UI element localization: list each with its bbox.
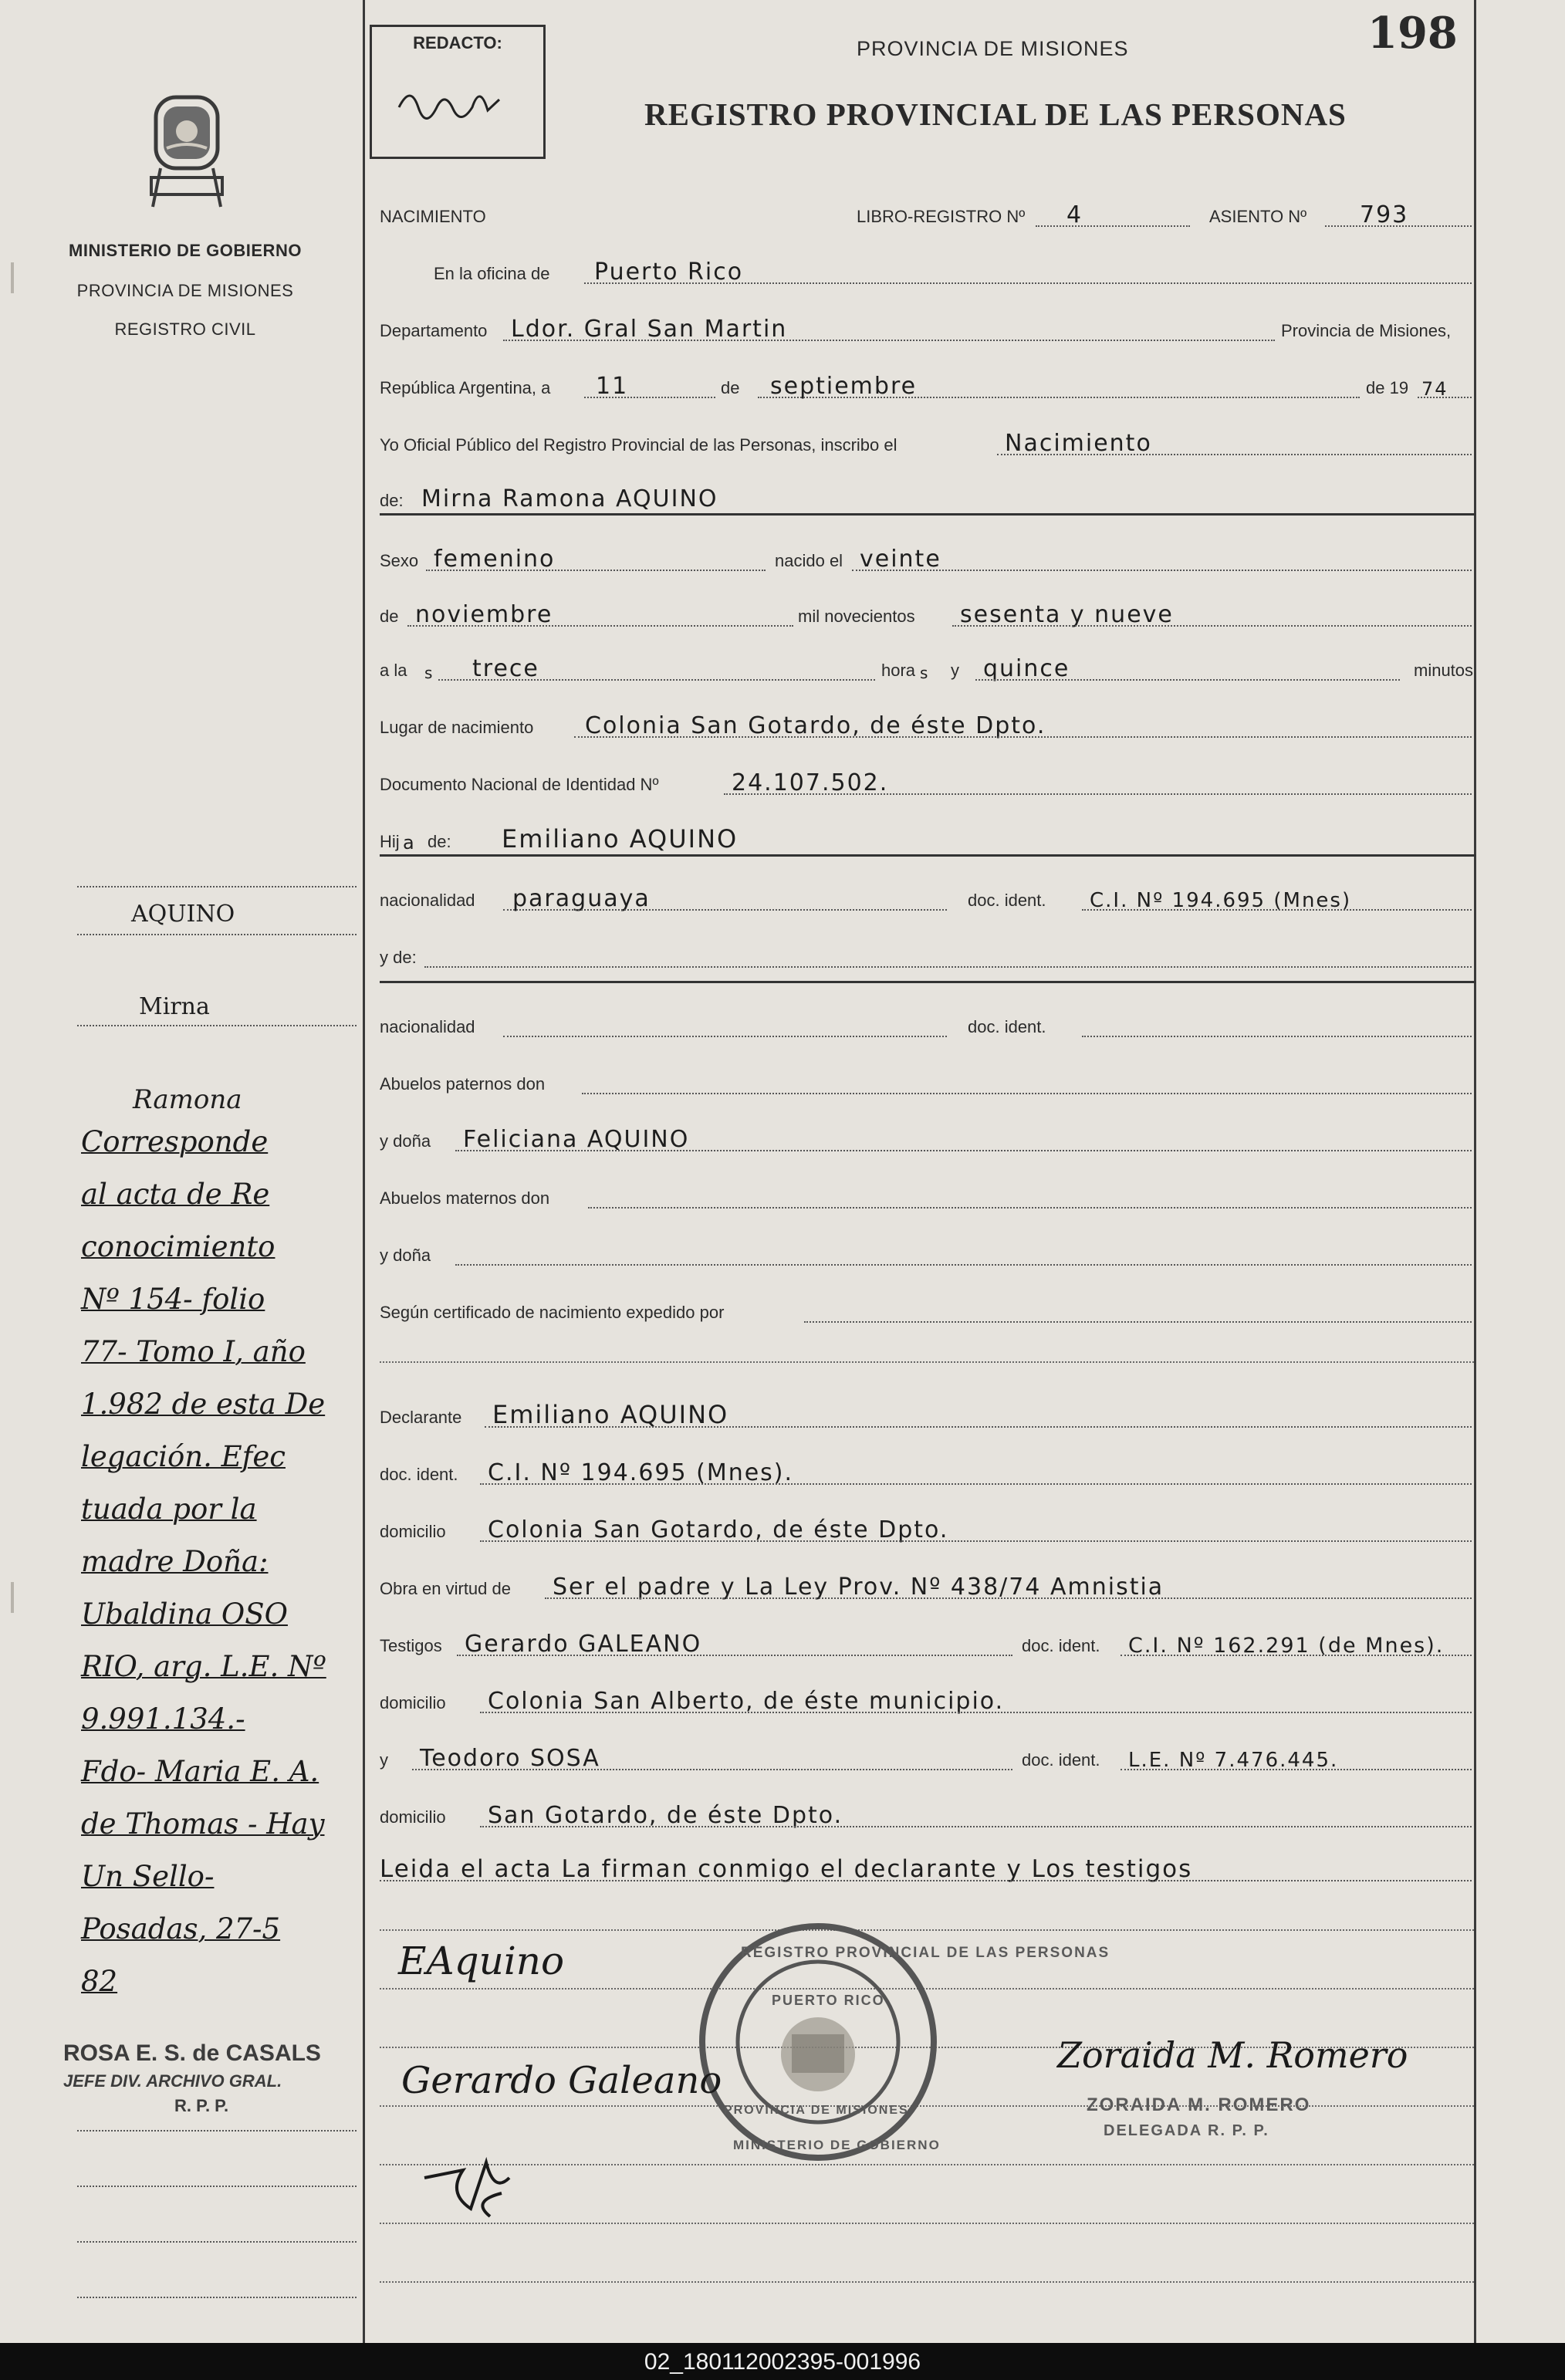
margin-note-line: madre Doña: xyxy=(81,1545,269,1578)
leida-text: Leida el acta La firman conmigo el declarante y Los testigos xyxy=(380,1855,1193,1883)
row-libro xyxy=(380,194,1475,233)
dotted-line xyxy=(584,397,715,398)
row-padre xyxy=(380,820,1475,858)
oficina-label: En la oficina de xyxy=(434,264,550,283)
row-obra xyxy=(380,1567,1475,1605)
row-certificado xyxy=(380,1290,1475,1329)
dotted-line xyxy=(545,1597,1472,1599)
dotted-line xyxy=(485,1426,1472,1428)
punch-mark xyxy=(11,1582,14,1613)
nombre-value: Mirna Ramona AQUINO xyxy=(421,485,718,512)
domicilio-label: domicilio xyxy=(380,1693,446,1712)
a-las-suffix: s xyxy=(424,664,434,682)
row-departamento xyxy=(380,309,1475,347)
departamento-label: Departamento xyxy=(380,321,488,340)
margin-dotted-line xyxy=(77,2241,357,2243)
margin-note-line: conocimiento xyxy=(81,1230,275,1263)
lugar-value: Colonia San Gotardo, de éste Dpto. xyxy=(585,712,1046,739)
dotted-line xyxy=(724,793,1472,795)
dotted-line xyxy=(480,1540,1472,1542)
margin-note-line: Corresponde xyxy=(81,1125,269,1158)
margin-note-line: Ubaldina OSO xyxy=(81,1597,288,1631)
testigo2-domicilio-value: San Gotardo, de éste Dpto. xyxy=(488,1802,843,1829)
oficina-value: Puerto Rico xyxy=(594,259,744,286)
doc-ident-label: doc. ident. xyxy=(1022,1636,1100,1655)
declarante-label: Declarante xyxy=(380,1408,462,1427)
doc-ident-label: doc. ident. xyxy=(968,1017,1046,1036)
de-label: de xyxy=(721,378,740,397)
dotted-line xyxy=(424,966,1472,968)
dotted-line xyxy=(584,282,1472,284)
dotted-line xyxy=(758,397,1360,398)
punch-mark xyxy=(11,262,14,293)
y-dona-label: y doña xyxy=(380,1246,431,1265)
coat-of-arms-icon xyxy=(145,91,228,215)
dotted-line xyxy=(1121,1655,1472,1656)
archive-stamp-title: JEFE DIV. ARCHIVO GRAL. xyxy=(63,2071,282,2091)
dotted-line xyxy=(480,1826,1472,1827)
archive-stamp-org: R. P. P. xyxy=(174,2096,229,2115)
dotted-line xyxy=(588,1207,1472,1209)
doc-ident-label: doc. ident. xyxy=(380,1465,458,1484)
margin-dotted-line xyxy=(77,2130,357,2132)
dia-value: 11 xyxy=(596,373,629,400)
margin-nombre2: Ramona xyxy=(133,1084,242,1115)
margin-note-line: Nº 154- folio xyxy=(81,1283,265,1316)
testigo1-doc-value: C.I. Nº 162.291 (de Mnes). xyxy=(1128,1634,1445,1658)
dotted-line xyxy=(997,454,1472,455)
dotted-line xyxy=(412,1769,1012,1770)
margin-dotted-line xyxy=(77,886,357,887)
row-declarante-domicilio xyxy=(380,1509,1475,1548)
row-abuela-materna xyxy=(380,1233,1475,1272)
declarante-signature: EAquino xyxy=(398,1939,565,1983)
row-oficina xyxy=(380,252,1475,290)
departamento-value: Ldor. Gral San Martin xyxy=(511,316,788,343)
round-stamp-province-text: PROVINCIA DE MISIONES xyxy=(724,2104,909,2117)
certificado-label: Según certificado de nacimiento expedido por xyxy=(380,1303,725,1322)
testigo2-doc-value: L.E. Nº 7.476.445. xyxy=(1128,1749,1339,1772)
round-stamp-bottom-text: MINISTERIO DE GOBIERNO xyxy=(733,2138,941,2152)
hijo-suffix: a xyxy=(403,832,416,854)
inscripcion-value: Nacimiento xyxy=(1005,430,1152,457)
row-leida xyxy=(380,1849,1475,1888)
row-abuelo-materno xyxy=(380,1176,1475,1215)
dotted-line xyxy=(1121,1769,1472,1770)
horas-label: hora xyxy=(881,661,916,680)
sexo-label: Sexo xyxy=(380,551,419,570)
sexo-value: femenino xyxy=(434,546,556,573)
round-stamp-inner-text: PUERTO RICO xyxy=(772,1993,885,2008)
solid-line xyxy=(380,854,1475,857)
nacionalidad-label: nacionalidad xyxy=(380,1017,475,1036)
row-padre-nacionalidad xyxy=(380,878,1475,917)
abuelos-maternos-label: Abuelos maternos don xyxy=(380,1188,550,1208)
margin-note-line: tuada por la xyxy=(81,1493,257,1526)
testigo-signature: Gerardo Galeano xyxy=(401,2059,722,2102)
margin-dotted-line xyxy=(77,2186,357,2187)
row-testigo2-domicilio xyxy=(380,1795,1475,1834)
dotted-line xyxy=(852,570,1472,571)
margin-nombre1: Mirna xyxy=(139,993,210,1020)
margin-rule-right xyxy=(1474,0,1476,2343)
margin-note-line: de Thomas - Hay xyxy=(81,1807,325,1841)
declarante-domicilio-value: Colonia San Gotardo, de éste Dpto. xyxy=(488,1516,949,1543)
ministry-registry: REGISTRO CIVIL xyxy=(114,319,256,339)
dotted-line xyxy=(582,1093,1472,1094)
margin-note-line: 1.982 de esta De xyxy=(81,1388,326,1421)
hijo-label: Hij xyxy=(380,832,400,851)
page-number: 198 xyxy=(1367,8,1458,59)
row-hora xyxy=(380,648,1475,687)
y-dona-label: y doña xyxy=(380,1131,431,1151)
margin-dotted-line xyxy=(77,934,357,935)
row-inscripcion xyxy=(380,423,1475,461)
y-de-label: y de: xyxy=(380,948,417,967)
ministry-province: PROVINCIA DE MISIONES xyxy=(76,281,294,300)
margin-dotted-line xyxy=(77,2297,357,2298)
obra-label: Obra en virtud de xyxy=(380,1579,511,1598)
a-las-label: a la xyxy=(380,661,407,680)
dotted-line xyxy=(438,679,875,681)
blank-dotted-line xyxy=(380,2281,1474,2283)
oficial-stamp-name: ZORAIDA M. ROMERO xyxy=(1087,2094,1311,2115)
margin-note-line: 82 xyxy=(81,1965,118,1998)
dotted-line xyxy=(1418,397,1472,398)
abuela-paterna-value: Feliciana AQUINO xyxy=(463,1126,690,1153)
abuelos-paternos-label: Abuelos paternos don xyxy=(380,1074,546,1094)
padre-value: Emiliano AQUINO xyxy=(502,824,739,854)
row-lugar xyxy=(380,705,1475,744)
mes-value: septiembre xyxy=(770,373,918,400)
dotted-line xyxy=(1036,225,1190,227)
row-testigo1 xyxy=(380,1624,1475,1662)
y-label: y xyxy=(951,661,959,680)
row-fecha xyxy=(380,366,1475,404)
solid-line xyxy=(380,981,1475,983)
testigo2-value: Teodoro SOSA xyxy=(420,1745,600,1772)
doc-ident-label: doc. ident. xyxy=(968,891,1046,910)
margin-note-line: 9.991.134.- xyxy=(81,1702,245,1736)
row-nacido-mes xyxy=(380,594,1475,633)
provincia-suffix: Provincia de Misiones, xyxy=(1281,321,1452,340)
margin-note-line: 77- Tomo I, año xyxy=(81,1335,306,1368)
row-madre-nacionalidad xyxy=(380,1005,1475,1043)
oficial-signature: Zoraida M. Romero xyxy=(1057,2034,1408,2076)
dni-label: Documento Nacional de Identidad Nº xyxy=(380,775,659,794)
row-testigo2 xyxy=(380,1738,1475,1777)
margin-rule-left xyxy=(363,0,365,2343)
registry-heading: REGISTRO PROVINCIAL DE LAS PERSONAS xyxy=(644,96,1347,132)
margin-note-line: Un Sello- xyxy=(81,1860,215,1893)
nacionalidad-label: nacionalidad xyxy=(380,891,475,910)
testigo1-value: Gerardo GALEANO xyxy=(465,1631,702,1658)
margin-note-line: RIO, arg. L.E. Nº xyxy=(81,1650,326,1683)
redacto-initials-signature xyxy=(395,76,511,133)
anio-label: de 19 xyxy=(1366,378,1409,397)
dotted-line xyxy=(503,1036,947,1037)
domicilio-label: domicilio xyxy=(380,1807,446,1827)
hijo-de-label: de: xyxy=(428,832,451,851)
row-madre xyxy=(380,935,1475,974)
dotted-line xyxy=(1082,1036,1472,1037)
domicilio-label: domicilio xyxy=(380,1522,446,1541)
row-declarante-doc xyxy=(380,1452,1475,1491)
row-abuela-paterna xyxy=(380,1119,1475,1158)
dotted-line xyxy=(480,1712,1472,1713)
solid-line xyxy=(380,513,1475,516)
dotted-line xyxy=(804,1321,1472,1323)
redacto-box xyxy=(370,25,546,159)
round-stamp-outer-text: REGISTRO PROVINCIAL DE LAS PERSONAS xyxy=(741,1945,1110,1961)
oficial-label: Yo Oficial Público del Registro Provincial de las Personas, inscribo el xyxy=(380,435,897,455)
row-testigo1-domicilio xyxy=(380,1681,1475,1719)
dotted-line xyxy=(480,1483,1472,1485)
nacido-label: nacido el xyxy=(775,551,843,570)
dotted-line xyxy=(975,679,1400,681)
nacimiento-label: NACIMIENTO xyxy=(380,207,486,226)
declarante-doc-value: C.I. Nº 194.695 (Mnes). xyxy=(488,1459,794,1486)
dotted-line xyxy=(426,570,766,571)
blank-dotted-line xyxy=(380,2223,1474,2224)
asiento-label: ASIENTO Nº xyxy=(1209,207,1307,226)
archive-stamp-name: ROSA E. S. de CASALS xyxy=(63,2040,321,2066)
testigos-label: Testigos xyxy=(380,1636,442,1655)
asiento-value: 793 xyxy=(1360,201,1409,228)
row-abuelo-paterno xyxy=(380,1062,1475,1100)
province-heading: PROVINCIA DE MISIONES xyxy=(857,37,1129,60)
row-nombre xyxy=(380,478,1475,517)
mil-label: mil novecientos xyxy=(798,607,915,626)
margin-note-line: Posadas, 27-5 xyxy=(81,1912,281,1946)
testigo1-domicilio-value: Colonia San Alberto, de éste municipio. xyxy=(488,1688,1005,1715)
minutos-value: quince xyxy=(983,655,1070,682)
lugar-label: Lugar de nacimiento xyxy=(380,718,534,737)
margin-note-line: legación. Efec xyxy=(81,1440,286,1473)
padre-nacionalidad-value: paraguaya xyxy=(512,885,651,912)
row-declarante xyxy=(380,1395,1475,1434)
dotted-line xyxy=(455,1264,1472,1266)
y-label: y xyxy=(380,1750,388,1770)
dotted-line xyxy=(503,909,947,911)
dni-value: 24.107.502. xyxy=(732,769,889,796)
ministry-title: MINISTERIO DE GOBIERNO xyxy=(69,241,302,260)
margin-apellido: AQUINO xyxy=(131,901,235,928)
nacido-mes-value: noviembre xyxy=(415,601,553,628)
redacto-label: REDACTO: xyxy=(413,33,502,52)
oficial-stamp-title: DELEGADA R. P. P. xyxy=(1104,2122,1269,2139)
margin-note-line: Fdo- Maria E. A. xyxy=(81,1755,319,1788)
dotted-line xyxy=(380,1880,1472,1881)
declarante-value: Emiliano AQUINO xyxy=(492,1400,729,1429)
padre-doc-value: C.I. Nº 194.695 (Mnes) xyxy=(1090,889,1352,912)
horas-suffix: s xyxy=(920,664,930,682)
doc-ident-label: doc. ident. xyxy=(1022,1750,1100,1770)
margin-dotted-line xyxy=(77,1025,357,1026)
nacido-dia-value: veinte xyxy=(860,546,941,573)
blank-dotted-line xyxy=(380,1361,1474,1363)
anio-value: 74 xyxy=(1421,378,1448,400)
minutos-label: minutos xyxy=(1414,661,1474,680)
dotted-line xyxy=(952,625,1472,627)
dotted-line xyxy=(574,736,1472,738)
dotted-line xyxy=(1082,909,1472,911)
testigo2-scribble-signature-icon xyxy=(417,2147,532,2224)
dotted-line xyxy=(455,1150,1472,1151)
row-dni xyxy=(380,762,1475,801)
libro-value: 4 xyxy=(1066,201,1083,228)
libro-label: LIBRO-REGISTRO Nº xyxy=(857,207,1026,226)
document-id: 02_180112002395-001996 xyxy=(644,2349,921,2375)
dotted-line xyxy=(407,625,793,627)
obra-value: Ser el padre y La Ley Prov. Nº 438/74 Amnistia xyxy=(553,1574,1164,1601)
margin-note-line: al acta de Re xyxy=(81,1178,270,1211)
de-label: de xyxy=(380,607,399,626)
nacido-anio-value: sesenta y nueve xyxy=(960,601,1174,628)
hora-value: trece xyxy=(472,655,539,682)
dotted-line xyxy=(1325,225,1472,227)
republica-label: República Argentina, a xyxy=(380,378,551,397)
de-label: de: xyxy=(380,491,404,510)
dotted-line xyxy=(503,340,1275,341)
dotted-line xyxy=(457,1655,1012,1656)
row-sexo xyxy=(380,539,1475,577)
